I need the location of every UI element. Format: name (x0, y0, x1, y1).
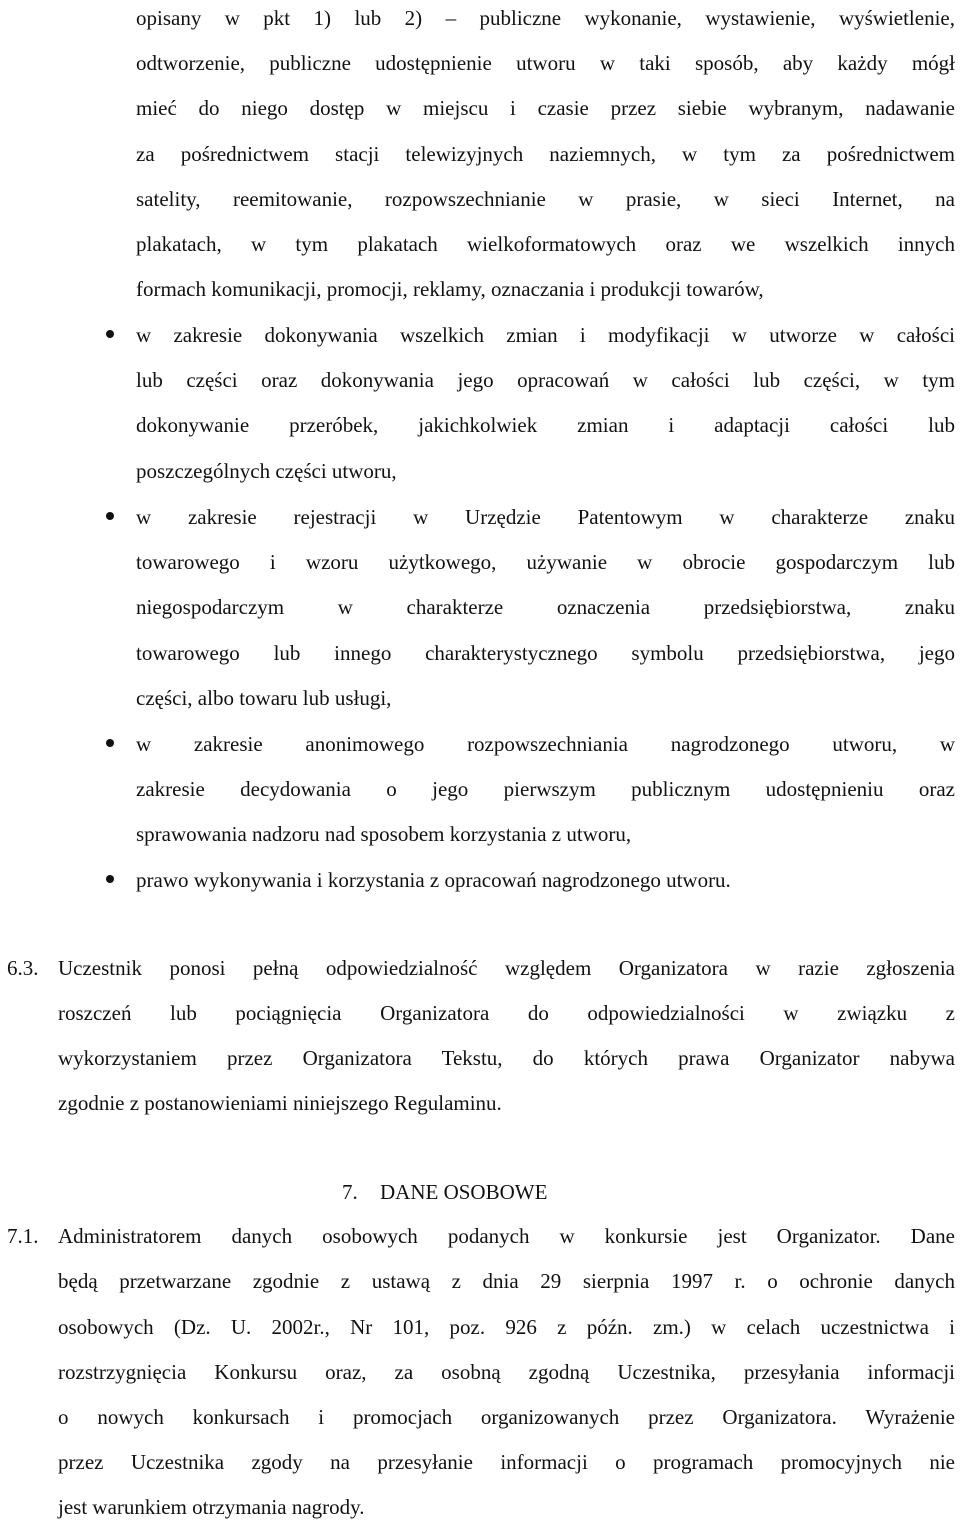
heading-number: 7. (342, 1180, 358, 1204)
bullet-dot (106, 330, 114, 338)
text-line: przez Uczestnika zgody na przesyłanie informacji o programach promocyjnych nie (58, 1450, 955, 1474)
text-line: Administratorem danych osobowych podanych w konkursie jest Organizator. Dane (58, 1224, 955, 1248)
section-heading: DANE OSOBOWE (380, 1180, 548, 1204)
text-line: roszczeń lub pociągnięcia Organizatora do odpowiedzialności w związku z (58, 1001, 955, 1025)
text-line: części, albo towaru lub usługi, (136, 686, 392, 710)
section-number: 7.1. (7, 1224, 39, 1248)
text-line: będą przetwarzane zgodnie z ustawą z dnia 29 sierpnia 1997 r. o ochronie danych (58, 1269, 955, 1293)
bullet-dot (106, 739, 114, 747)
text-line: w zakresie rejestracji w Urzędzie Patentowym w charakterze znaku (136, 505, 955, 529)
text-line: prawo wykonywania i korzystania z opracowań nagrodzonego utworu. (136, 868, 731, 892)
bullet-dot (106, 875, 114, 883)
bullet-dot (106, 512, 114, 520)
text-line: towarowego i wzoru użytkowego, używanie w obrocie gospodarczym lub (136, 550, 955, 574)
text-line: poszczególnych części utworu, (136, 459, 397, 483)
text-line: sprawowania nadzoru nad sposobem korzystania z utworu, (136, 822, 632, 846)
text-line: formach komunikacji, promocji, reklamy, oznaczania i produkcji towarów, (136, 277, 764, 301)
text-line: satelity, reemitowanie, rozpowszechnianie w prasie, w sieci Internet, na (136, 187, 955, 211)
text-line: Uczestnik ponosi pełną odpowiedzialność względem Organizatora w razie zgłoszenia (58, 956, 955, 980)
text-line: towarowego lub innego charakterystycznego symbolu przedsiębiorstwa, jego (136, 641, 955, 665)
text-line: o nowych konkursach i promocjach organizowanych przez Organizatora. Wyrażenie (58, 1405, 955, 1429)
text-line: jest warunkiem otrzymania nagrody. (58, 1495, 365, 1519)
section-number: 6.3. (7, 956, 39, 980)
text-line: zgodnie z postanowieniami niniejszego Regulaminu. (58, 1091, 502, 1115)
text-line: plakatach, w tym plakatach wielkoformatowych oraz we wszelkich innych (136, 232, 955, 256)
text-line: rozstrzygnięcia Konkursu oraz, za osobną zgodną Uczestnika, przesyłania informacji (58, 1360, 955, 1384)
text-line: niegospodarczym w charakterze oznaczenia przedsiębiorstwa, znaku (136, 595, 955, 619)
text-line: osobowych (Dz. U. 2002r., Nr 101, poz. 926 z późn. zm.) w celach uczestnictwa i (58, 1315, 955, 1339)
text-line: mieć do niego dostęp w miejscu i czasie przez siebie wybranym, nadawanie (136, 96, 955, 120)
text-line: lub części oraz dokonywania jego opracowań w całości lub części, w tym (136, 368, 955, 392)
text-line: zakresie decydowania o jego pierwszym publicznym udostępnieniu oraz (136, 777, 955, 801)
text-line: w zakresie dokonywania wszelkich zmian i modyfikacji w utworze w całości (136, 323, 955, 347)
text-line: odtworzenie, publiczne udostępnienie utworu w taki sposób, aby każdy mógł (136, 51, 955, 75)
text-line: dokonywanie przeróbek, jakichkolwiek zmian i adaptacji całości lub (136, 413, 955, 437)
text-line: opisany w pkt 1) lub 2) – publiczne wykonanie, wystawienie, wyświetlenie, (136, 6, 955, 30)
text-line: wykorzystaniem przez Organizatora Tekstu, do których prawa Organizator nabywa (58, 1046, 955, 1070)
text-line: za pośrednictwem stacji telewizyjnych naziemnych, w tym za pośrednictwem (136, 142, 955, 166)
text-line: w zakresie anonimowego rozpowszechniania nagrodzonego utworu, w (136, 732, 955, 756)
